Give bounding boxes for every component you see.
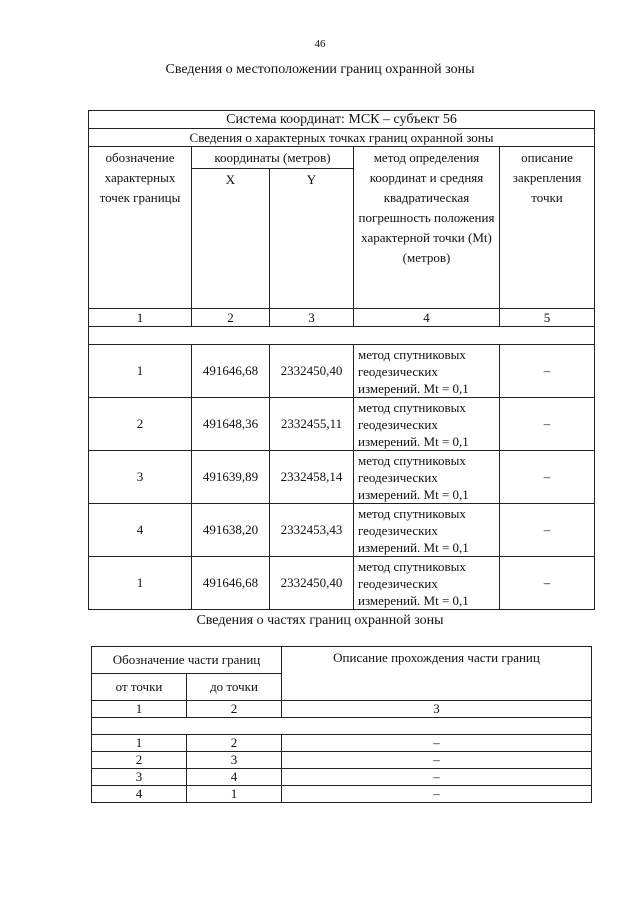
method-cell: метод спутниковых геодезических измерений. Mt = 0,1 [354, 345, 500, 398]
table-row [92, 752, 592, 769]
header-method: метод определения координат и средняя квадратическая погрешность положения характерной точки (Mt) (метров) [354, 147, 500, 309]
desc-cell: – [282, 786, 592, 803]
coordinate-system-header: Система координат: МСК – субъект 56 [89, 111, 595, 129]
x-cell: 491646,68 [192, 557, 270, 610]
x-cell: 491639,89 [192, 451, 270, 504]
blank-row [92, 718, 592, 735]
desc-cell: – [500, 557, 595, 610]
header-coordinates: координаты (метров) [192, 147, 354, 169]
table-row [89, 398, 595, 451]
column-number: 2 [187, 701, 282, 718]
method-cell: метод спутниковых геодезических измерений. Mt = 0,1 [354, 504, 500, 557]
from-cell: 4 [92, 786, 187, 803]
from-cell: 1 [92, 735, 187, 752]
point-cell: 2 [89, 398, 192, 451]
point-cell: 3 [89, 451, 192, 504]
to-cell: 4 [187, 769, 282, 786]
characteristic-points-table [88, 110, 595, 610]
header-from-point: от точки [92, 674, 187, 701]
point-cell: 4 [89, 504, 192, 557]
page-number: 46 [314, 38, 326, 50]
boundary-parts-table [91, 646, 592, 803]
column-number: 1 [89, 309, 192, 327]
x-cell: 491638,20 [192, 504, 270, 557]
to-cell: 1 [187, 786, 282, 803]
header-designation: обозначение характерных точек границы [89, 147, 192, 309]
y-cell: 2332455,11 [270, 398, 354, 451]
table-row [92, 786, 592, 803]
header-x: X [192, 169, 270, 309]
column-number: 3 [270, 309, 354, 327]
table-row [92, 735, 592, 752]
to-cell: 2 [187, 735, 282, 752]
method-cell: метод спутниковых геодезических измерений. Mt = 0,1 [354, 398, 500, 451]
x-cell: 491646,68 [192, 345, 270, 398]
y-cell: 2332453,43 [270, 504, 354, 557]
section-title-parts: Сведения о частях границ охранной зоны [196, 613, 444, 628]
desc-cell: – [282, 752, 592, 769]
column-number: 3 [282, 701, 592, 718]
table-row [92, 769, 592, 786]
point-cell: 1 [89, 557, 192, 610]
column-number: 5 [500, 309, 595, 327]
table-row [89, 557, 595, 610]
desc-cell: – [500, 345, 595, 398]
header-part-description: Описание прохождения части границ [282, 647, 592, 701]
desc-cell: – [282, 769, 592, 786]
column-number: 2 [192, 309, 270, 327]
y-cell: 2332450,40 [270, 345, 354, 398]
table-row [89, 451, 595, 504]
column-number: 1 [92, 701, 187, 718]
points-info-header: Сведения о характерных точках границ охранной зоны [89, 129, 595, 147]
y-cell: 2332458,14 [270, 451, 354, 504]
desc-cell: – [282, 735, 592, 752]
blank-row [89, 327, 595, 345]
from-cell: 2 [92, 752, 187, 769]
desc-cell: – [500, 398, 595, 451]
header-description: описание закрепления точки [500, 147, 595, 309]
desc-cell: – [500, 504, 595, 557]
header-to-point: до точки [187, 674, 282, 701]
method-cell: метод спутниковых геодезических измерений. Mt = 0,1 [354, 451, 500, 504]
header-y: Y [270, 169, 354, 309]
table-row [89, 504, 595, 557]
column-number: 4 [354, 309, 500, 327]
section-title-location: Сведения о местоположении границ охранной зоны [165, 62, 475, 77]
x-cell: 491648,36 [192, 398, 270, 451]
header-part-designation: Обозначение части границ [92, 647, 282, 674]
method-cell: метод спутниковых геодезических измерений. Mt = 0,1 [354, 557, 500, 610]
from-cell: 3 [92, 769, 187, 786]
y-cell: 2332450,40 [270, 557, 354, 610]
to-cell: 3 [187, 752, 282, 769]
point-cell: 1 [89, 345, 192, 398]
desc-cell: – [500, 451, 595, 504]
table-row [89, 345, 595, 398]
